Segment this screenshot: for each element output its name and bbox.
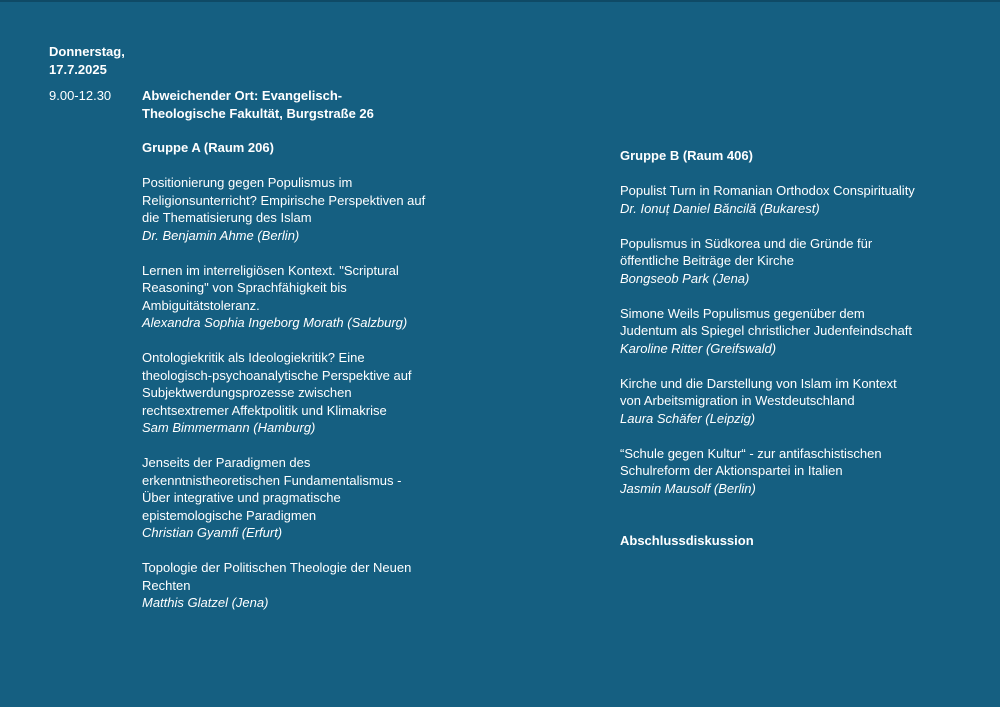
talk-title: Simone Weils Populismus gegenüber dem Judentum als Spiegel christlicher Judenfeindschaft [620, 305, 912, 338]
talk-speaker: Matthis Glatzel (Jena) [142, 595, 269, 610]
group-b-column [620, 147, 920, 550]
day-date-label [49, 43, 139, 78]
talk-item [620, 375, 920, 428]
group-a-heading: Gruppe A (Raum 206) [142, 140, 274, 155]
talk-title: Jenseits der Paradigmen des erkenntnistheoretischen Fundamentalismus - Über integrative und pragmatische epistemologische Paradigmen [142, 455, 402, 523]
group-b-heading: Gruppe B (Raum 406) [620, 148, 753, 163]
time-slot: 9.00-12.30 [49, 88, 112, 103]
talk-title: “Schule gegen Kultur“ - zur antifaschistischen Schulreform der Aktionspartei in Italien [620, 445, 882, 478]
talk-speaker: Laura Schäfer (Leipzig) [620, 410, 756, 426]
talk-item [620, 305, 920, 358]
talk-item [142, 349, 432, 437]
talk-title: Positionierung gegen Populismus im Religionsunterricht? Empirische Perspektiven auf die Thematisierung des Islam [142, 175, 426, 225]
talk-speaker: Karoline Ritter (Greifswald) [620, 340, 777, 356]
date: 17.7.2025 [49, 61, 107, 77]
talk-speaker: Bongseob Park (Jena) [620, 270, 750, 286]
venue-note: Abweichender Ort: Evangelisch-Theologische Fakultät, Burgstraße 26 [142, 88, 374, 121]
talk-speaker: Dr. Benjamin Ahme (Berlin) [142, 227, 300, 243]
talk-title: Topologie der Politischen Theologie der Neuen Rechten [142, 560, 412, 593]
top-border [0, 0, 1000, 2]
talk-item [142, 174, 432, 244]
talk-speaker: Sam Bimmermann (Hamburg) [142, 420, 316, 435]
talk-item [142, 559, 432, 612]
talk-title: Lernen im interreligiösen Kontext. "Scriptural Reasoning" von Sprachfähigkeit bis Ambiguitätstoleranz. [142, 262, 399, 313]
talk-item [620, 235, 920, 288]
talk-speaker: Dr. Ionuț Daniel Băncilă (Bukarest) [620, 200, 820, 216]
day-name: Donnerstag, [49, 44, 125, 59]
closing-discussion: Abschlussdiskussion [620, 533, 754, 548]
talk-speaker: Jasmin Mausolf (Berlin) [620, 480, 756, 496]
talk-title: Populist Turn in Romanian Orthodox Conspirituality [620, 183, 915, 198]
talk-title: Ontologiekritik als Ideologiekritik? Eine theologisch-psychoanalytische Perspektive auf Subjektwerdungsprozesse zwischen rechtsextremer Affektpolitik und Klimakrise [142, 350, 412, 418]
talk-item [620, 445, 920, 498]
talk-item [142, 262, 432, 332]
group-a-column [142, 139, 432, 629]
talk-title: Kirche und die Darstellung von Islam im Kontext von Arbeitsmigration in Westdeutschland [620, 375, 897, 408]
talk-title: Populismus in Südkorea und die Gründe für öffentliche Beiträge der Kirche [620, 235, 873, 268]
talk-item [620, 182, 920, 217]
talk-item [142, 454, 432, 542]
talk-speaker: Alexandra Sophia Ingeborg Morath (Salzburg) [142, 315, 408, 330]
talk-speaker: Christian Gyamfi (Erfurt) [142, 525, 283, 540]
